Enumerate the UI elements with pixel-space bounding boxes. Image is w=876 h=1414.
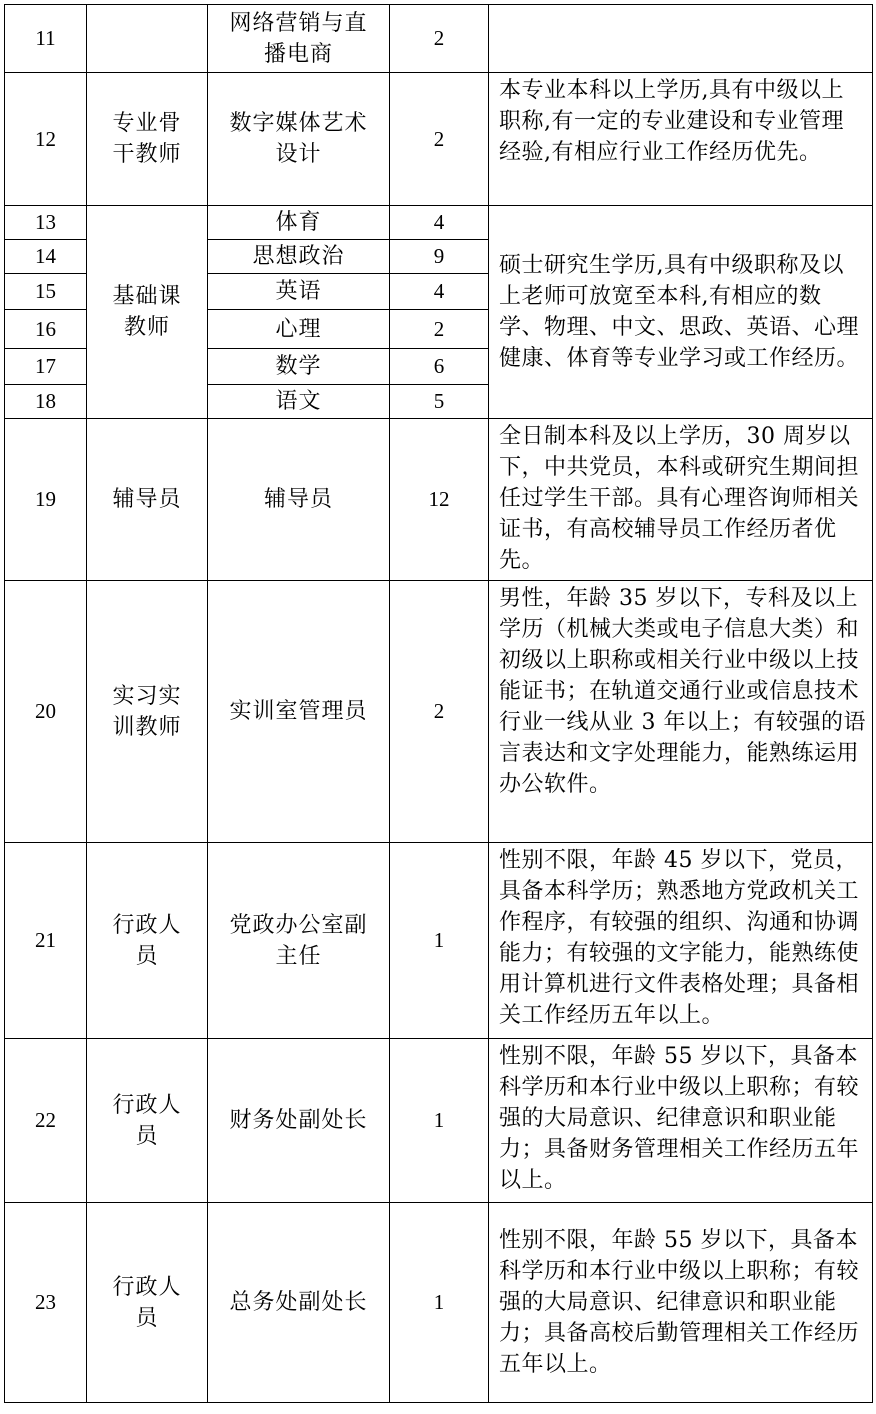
position-cell: 总务处副处长 xyxy=(208,1203,390,1403)
row-number: 18 xyxy=(5,385,87,419)
count-cell: 1 xyxy=(390,1039,489,1203)
position-cell: 网络营销与直播电商 xyxy=(208,5,390,73)
category-cell: 基础课教师 xyxy=(87,206,208,419)
position-cell: 辅导员 xyxy=(208,419,390,581)
count-cell: 5 xyxy=(390,385,489,419)
category-cell: 辅导员 xyxy=(87,419,208,581)
count-cell: 9 xyxy=(390,240,489,274)
category-cell: 行政人员 xyxy=(87,1039,208,1203)
requirement-cell: 男性，年龄 35 岁以下，专科及以上学历（机械大类或电子信息大类）和初级以上职称或相关行业中级以上技能证书；在轨道交通行业或信息技术行业一线从业 3 年以上；有较强的语言表达和文字处理能力，能熟练运用办公软件。 xyxy=(489,581,873,843)
count-cell: 1 xyxy=(390,1203,489,1403)
table-row xyxy=(5,1039,873,1203)
row-number: 22 xyxy=(5,1039,87,1203)
count-cell: 2 xyxy=(390,5,489,73)
category-cell: 行政人员 xyxy=(87,843,208,1039)
count-cell: 2 xyxy=(390,73,489,206)
position-cell: 财务处副处长 xyxy=(208,1039,390,1203)
position-cell: 党政办公室副主任 xyxy=(208,843,390,1039)
category-cell: 行政人员 xyxy=(87,1203,208,1403)
position-cell: 思想政治 xyxy=(208,240,390,274)
row-number: 11 xyxy=(5,5,87,73)
count-cell: 2 xyxy=(390,581,489,843)
position-cell: 实训室管理员 xyxy=(208,581,390,843)
table-row xyxy=(5,843,873,1039)
row-number: 15 xyxy=(5,274,87,310)
row-number: 20 xyxy=(5,581,87,843)
table-row xyxy=(5,5,873,73)
position-cell: 体育 xyxy=(208,206,390,240)
position-cell: 数字媒体艺术设计 xyxy=(208,73,390,206)
table-row xyxy=(5,419,873,581)
row-number: 21 xyxy=(5,843,87,1039)
count-cell: 2 xyxy=(390,310,489,349)
row-number: 19 xyxy=(5,419,87,581)
table-row xyxy=(5,206,873,240)
table-row xyxy=(5,1203,873,1403)
row-number: 23 xyxy=(5,1203,87,1403)
count-cell: 12 xyxy=(390,419,489,581)
requirement-cell xyxy=(489,5,873,73)
recruitment-table xyxy=(4,4,873,1403)
count-cell: 4 xyxy=(390,274,489,310)
requirement-cell: 硕士研究生学历,具有中级职称及以上老师可放宽至本科,有相应的数学、物理、中文、思政、英语、心理健康、体育等专业学习或工作经历。 xyxy=(489,206,873,419)
position-cell: 语文 xyxy=(208,385,390,419)
row-number: 13 xyxy=(5,206,87,240)
requirement-cell: 全日制本科及以上学历，30 周岁以下，中共党员，本科或研究生期间担任过学生干部。具有心理咨询师相关证书，有高校辅导员工作经历者优先。 xyxy=(489,419,873,581)
position-cell: 心理 xyxy=(208,310,390,349)
row-number: 17 xyxy=(5,349,87,385)
count-cell: 6 xyxy=(390,349,489,385)
position-cell: 英语 xyxy=(208,274,390,310)
row-number: 16 xyxy=(5,310,87,349)
category-cell: 专业骨干教师 xyxy=(87,73,208,206)
requirement-cell: 性别不限，年龄 55 岁以下，具备本科学历和本行业中级以上职称；有较强的大局意识、纪律意识和职业能力；具备财务管理相关工作经历五年以上。 xyxy=(489,1039,873,1203)
count-cell: 1 xyxy=(390,843,489,1039)
count-cell: 4 xyxy=(390,206,489,240)
requirement-cell: 性别不限，年龄 45 岁以下，党员，具备本科学历；熟悉地方党政机关工作程序，有较强的组织、沟通和协调能力；有较强的文字能力，能熟练使用计算机进行文件表格处理；具备相关工作经历五年以上。 xyxy=(489,843,873,1039)
requirement-cell: 性别不限，年龄 55 岁以下，具备本科学历和本行业中级以上职称；有较强的大局意识、纪律意识和职业能力；具备高校后勤管理相关工作经历五年以上。 xyxy=(489,1203,873,1403)
category-cell: 实习实训教师 xyxy=(87,581,208,843)
row-number: 12 xyxy=(5,73,87,206)
requirement-cell: 本专业本科以上学历,具有中级以上职称,有一定的专业建设和专业管理经验,有相应行业工作经历优先。 xyxy=(489,73,873,206)
position-cell: 数学 xyxy=(208,349,390,385)
category-cell xyxy=(87,5,208,73)
table-row xyxy=(5,73,873,206)
table-row xyxy=(5,581,873,843)
row-number: 14 xyxy=(5,240,87,274)
